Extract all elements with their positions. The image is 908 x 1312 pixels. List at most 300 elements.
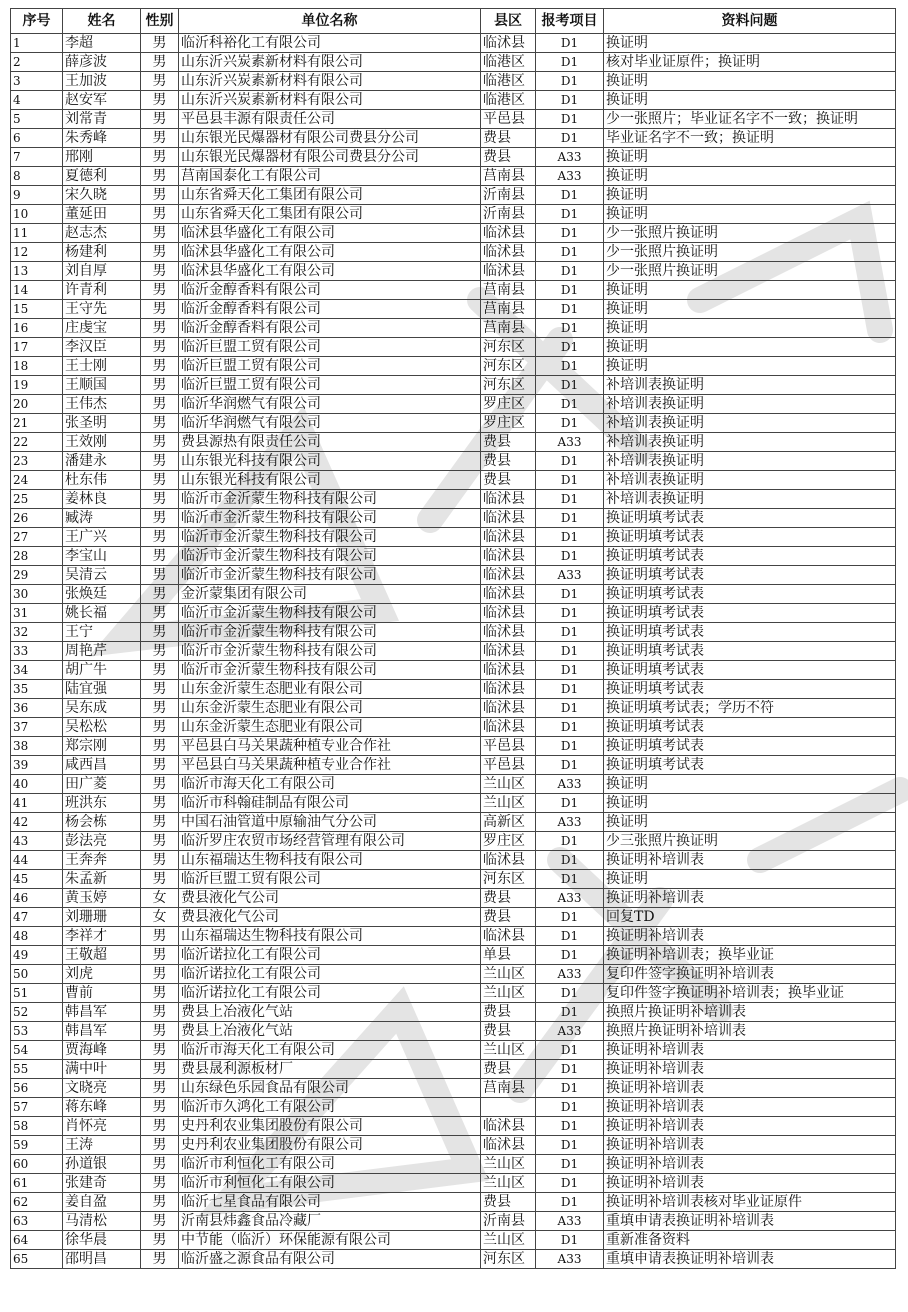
- cell-exam-item: D1: [536, 357, 604, 376]
- table-row: [11, 186, 896, 205]
- cell-sex: 男: [141, 775, 179, 794]
- cell-exam-item: D1: [536, 224, 604, 243]
- cell-issue: 换证明: [604, 148, 896, 167]
- cell-company: 临沂市海天化工有限公司: [179, 775, 481, 794]
- table-row: [11, 718, 896, 737]
- cell-exam-item: D1: [536, 509, 604, 528]
- cell-name: 赵安军: [63, 91, 141, 110]
- cell-sex: 男: [141, 642, 179, 661]
- table-row: [11, 1098, 896, 1117]
- cell-sex: 男: [141, 509, 179, 528]
- cell-issue: 换证明: [604, 357, 896, 376]
- cell-company: 山东银光民爆器材有限公司费县分公司: [179, 148, 481, 167]
- cell-issue: 换证明填考试表: [604, 623, 896, 642]
- table-row: [11, 167, 896, 186]
- cell-sex: 男: [141, 1117, 179, 1136]
- cell-company: 临沂科裕化工有限公司: [179, 34, 481, 53]
- cell-company: 山东银光科技有限公司: [179, 452, 481, 471]
- cell-sex: 男: [141, 1098, 179, 1117]
- cell-issue: 换证明填考试表: [604, 604, 896, 623]
- cell-sex: 男: [141, 718, 179, 737]
- cell-county: 临沭县: [481, 547, 536, 566]
- cell-no: 50: [11, 965, 63, 984]
- cell-company: 临沂罗庄农贸市场经营管理有限公司: [179, 832, 481, 851]
- cell-name: 薛彦波: [63, 53, 141, 72]
- cell-name: 邵明昌: [63, 1250, 141, 1269]
- cell-name: 满中叶: [63, 1060, 141, 1079]
- table-row: [11, 604, 896, 623]
- cell-no: 39: [11, 756, 63, 775]
- cell-county: 兰山区: [481, 1231, 536, 1250]
- cell-issue: 换证明填考试表: [604, 680, 896, 699]
- cell-no: 43: [11, 832, 63, 851]
- cell-county: 费县: [481, 1193, 536, 1212]
- cell-issue: 重新准备资料: [604, 1231, 896, 1250]
- table-row: [11, 129, 896, 148]
- cell-company: 临沂市金沂蒙生物科技有限公司: [179, 566, 481, 585]
- cell-company: 山东金沂蒙生态肥业有限公司: [179, 699, 481, 718]
- cell-county: 莒南县: [481, 300, 536, 319]
- cell-issue: 换证明填考试表: [604, 528, 896, 547]
- table-row: [11, 243, 896, 262]
- cell-sex: 男: [141, 870, 179, 889]
- table-header-row: [11, 9, 896, 34]
- cell-sex: 男: [141, 72, 179, 91]
- cell-name: 蒋东峰: [63, 1098, 141, 1117]
- cell-name: 李超: [63, 34, 141, 53]
- cell-company: 临沭县华盛化工有限公司: [179, 262, 481, 281]
- table-row: [11, 642, 896, 661]
- cell-sex: 男: [141, 53, 179, 72]
- cell-issue: 换证明补培训表: [604, 851, 896, 870]
- cell-exam-item: D1: [536, 452, 604, 471]
- cell-no: 55: [11, 1060, 63, 1079]
- cell-no: 17: [11, 338, 63, 357]
- cell-sex: 男: [141, 737, 179, 756]
- cell-exam-item: D1: [536, 300, 604, 319]
- cell-no: 1: [11, 34, 63, 53]
- cell-county: 莒南县: [481, 1079, 536, 1098]
- table-row: [11, 281, 896, 300]
- cell-company: 平邑县白马关果蔬种植专业合作社: [179, 737, 481, 756]
- cell-issue: 换证明: [604, 186, 896, 205]
- header-name: 姓名: [63, 9, 141, 34]
- table-row: [11, 623, 896, 642]
- cell-county: 兰山区: [481, 775, 536, 794]
- cell-exam-item: D1: [536, 604, 604, 623]
- cell-issue: 换证明: [604, 870, 896, 889]
- cell-exam-item: D1: [536, 851, 604, 870]
- cell-county: [481, 1098, 536, 1117]
- cell-issue: 换证明: [604, 338, 896, 357]
- cell-exam-item: D1: [536, 585, 604, 604]
- cell-name: 王士刚: [63, 357, 141, 376]
- cell-exam-item: D1: [536, 870, 604, 889]
- cell-company: 山东沂兴炭素新材料有限公司: [179, 91, 481, 110]
- cell-company: 临沂市久鸿化工有限公司: [179, 1098, 481, 1117]
- cell-issue: 换证明填考试表: [604, 737, 896, 756]
- table-row: [11, 794, 896, 813]
- cell-name: 刘珊珊: [63, 908, 141, 927]
- cell-sex: 男: [141, 338, 179, 357]
- cell-exam-item: D1: [536, 1003, 604, 1022]
- cell-county: 费县: [481, 471, 536, 490]
- cell-county: 平邑县: [481, 110, 536, 129]
- cell-name: 王奔奔: [63, 851, 141, 870]
- cell-company: 山东福瑞达生物科技有限公司: [179, 851, 481, 870]
- cell-sex: 男: [141, 984, 179, 1003]
- table-row: [11, 946, 896, 965]
- cell-issue: 补培训表换证明: [604, 414, 896, 433]
- cell-county: 兰山区: [481, 965, 536, 984]
- cell-county: 临沭县: [481, 1136, 536, 1155]
- table-row: [11, 53, 896, 72]
- cell-company: 临沂巨盟工贸有限公司: [179, 357, 481, 376]
- cell-issue: 补培训表换证明: [604, 490, 896, 509]
- cell-county: 平邑县: [481, 737, 536, 756]
- cell-no: 65: [11, 1250, 63, 1269]
- cell-county: 兰山区: [481, 1155, 536, 1174]
- table-row: [11, 262, 896, 281]
- cell-exam-item: D1: [536, 490, 604, 509]
- cell-county: 河东区: [481, 1250, 536, 1269]
- cell-issue: 换证明: [604, 91, 896, 110]
- cell-issue: 回复TD: [604, 908, 896, 927]
- cell-issue: 换证明补培训表: [604, 1174, 896, 1193]
- cell-issue: 换证明: [604, 775, 896, 794]
- cell-county: 罗庄区: [481, 414, 536, 433]
- cell-county: 费县: [481, 129, 536, 148]
- cell-county: 沂南县: [481, 186, 536, 205]
- cell-issue: 换证明补培训表: [604, 1041, 896, 1060]
- cell-name: 班洪东: [63, 794, 141, 813]
- cell-name: 王涛: [63, 1136, 141, 1155]
- cell-no: 37: [11, 718, 63, 737]
- cell-county: 临港区: [481, 72, 536, 91]
- cell-name: 刘常青: [63, 110, 141, 129]
- cell-company: 史丹利农业集团股份有限公司: [179, 1117, 481, 1136]
- cell-name: 姜自盈: [63, 1193, 141, 1212]
- cell-company: 平邑县白马关果蔬种植专业合作社: [179, 756, 481, 775]
- cell-county: 兰山区: [481, 794, 536, 813]
- table-row: [11, 870, 896, 889]
- cell-no: 30: [11, 585, 63, 604]
- cell-issue: 复印件签字换证明补培训表；换毕业证: [604, 984, 896, 1003]
- cell-company: 临沂市金沂蒙生物科技有限公司: [179, 509, 481, 528]
- cell-county: 莒南县: [481, 167, 536, 186]
- cell-sex: 男: [141, 414, 179, 433]
- cell-exam-item: A33: [536, 1022, 604, 1041]
- cell-no: 13: [11, 262, 63, 281]
- cell-no: 3: [11, 72, 63, 91]
- cell-name: 朱孟新: [63, 870, 141, 889]
- cell-sex: 男: [141, 357, 179, 376]
- cell-exam-item: A33: [536, 889, 604, 908]
- cell-issue: 换证明: [604, 300, 896, 319]
- cell-name: 田广菱: [63, 775, 141, 794]
- cell-county: 费县: [481, 1060, 536, 1079]
- cell-company: 山东金沂蒙生态肥业有限公司: [179, 718, 481, 737]
- cell-county: 高新区: [481, 813, 536, 832]
- cell-company: 临沭县华盛化工有限公司: [179, 224, 481, 243]
- cell-issue: 换照片换证明补培训表: [604, 1003, 896, 1022]
- cell-company: 临沂市金沂蒙生物科技有限公司: [179, 661, 481, 680]
- cell-county: 平邑县: [481, 756, 536, 775]
- cell-name: 郑宗刚: [63, 737, 141, 756]
- cell-sex: 男: [141, 148, 179, 167]
- cell-county: 临沭县: [481, 243, 536, 262]
- table-row: [11, 224, 896, 243]
- table-row: [11, 661, 896, 680]
- cell-issue: 补培训表换证明: [604, 452, 896, 471]
- cell-no: 8: [11, 167, 63, 186]
- table-row: [11, 965, 896, 984]
- cell-sex: 男: [141, 376, 179, 395]
- cell-county: 河东区: [481, 376, 536, 395]
- cell-company: 临沂市利恒化工有限公司: [179, 1174, 481, 1193]
- cell-company: 临沂市金沂蒙生物科技有限公司: [179, 490, 481, 509]
- table-row: [11, 832, 896, 851]
- cell-exam-item: D1: [536, 338, 604, 357]
- cell-exam-item: D1: [536, 1193, 604, 1212]
- cell-issue: 换证明补培训表: [604, 1155, 896, 1174]
- cell-name: 胡广牛: [63, 661, 141, 680]
- cell-county: 费县: [481, 148, 536, 167]
- cell-no: 26: [11, 509, 63, 528]
- table-row: [11, 1041, 896, 1060]
- table-row: [11, 509, 896, 528]
- cell-sex: 男: [141, 205, 179, 224]
- cell-exam-item: A33: [536, 813, 604, 832]
- cell-name: 夏德利: [63, 167, 141, 186]
- cell-exam-item: D1: [536, 623, 604, 642]
- table-row: [11, 756, 896, 775]
- table-row: [11, 1060, 896, 1079]
- cell-issue: 毕业证名字不一致；换证明: [604, 129, 896, 148]
- cell-issue: 少一张照片换证明: [604, 243, 896, 262]
- cell-company: 临沂市金沂蒙生物科技有限公司: [179, 604, 481, 623]
- cell-name: 张建奇: [63, 1174, 141, 1193]
- cell-exam-item: D1: [536, 243, 604, 262]
- cell-no: 29: [11, 566, 63, 585]
- cell-sex: 男: [141, 262, 179, 281]
- cell-sex: 男: [141, 167, 179, 186]
- cell-sex: 男: [141, 1231, 179, 1250]
- cell-issue: 少一张照片；毕业证名字不一致；换证明: [604, 110, 896, 129]
- cell-issue: 换证明补培训表: [604, 1079, 896, 1098]
- cell-no: 41: [11, 794, 63, 813]
- cell-no: 38: [11, 737, 63, 756]
- cell-sex: 男: [141, 110, 179, 129]
- cell-issue: 少一张照片换证明: [604, 262, 896, 281]
- cell-county: 沂南县: [481, 1212, 536, 1231]
- cell-issue: 换证明: [604, 167, 896, 186]
- cell-sex: 男: [141, 1041, 179, 1060]
- cell-county: 临沭县: [481, 642, 536, 661]
- cell-no: 6: [11, 129, 63, 148]
- cell-exam-item: D1: [536, 110, 604, 129]
- cell-exam-item: D1: [536, 376, 604, 395]
- cell-sex: 男: [141, 1212, 179, 1231]
- table-row: [11, 452, 896, 471]
- cell-name: 陆宜强: [63, 680, 141, 699]
- cell-no: 21: [11, 414, 63, 433]
- cell-company: 临沂市科翰硅制品有限公司: [179, 794, 481, 813]
- cell-sex: 男: [141, 186, 179, 205]
- cell-exam-item: D1: [536, 1136, 604, 1155]
- cell-company: 莒南国泰化工有限公司: [179, 167, 481, 186]
- cell-no: 35: [11, 680, 63, 699]
- cell-exam-item: D1: [536, 72, 604, 91]
- cell-sex: 男: [141, 1136, 179, 1155]
- cell-issue: 换证明填考试表: [604, 509, 896, 528]
- cell-exam-item: D1: [536, 718, 604, 737]
- cell-exam-item: D1: [536, 471, 604, 490]
- cell-county: 罗庄区: [481, 395, 536, 414]
- cell-county: 费县: [481, 1003, 536, 1022]
- cell-sex: 男: [141, 585, 179, 604]
- cell-name: 曹前: [63, 984, 141, 1003]
- cell-county: 临沭县: [481, 490, 536, 509]
- cell-county: 费县: [481, 452, 536, 471]
- cell-no: 15: [11, 300, 63, 319]
- cell-sex: 男: [141, 319, 179, 338]
- cell-county: 费县: [481, 908, 536, 927]
- cell-county: 临沭县: [481, 623, 536, 642]
- cell-no: 11: [11, 224, 63, 243]
- cell-name: 王伟杰: [63, 395, 141, 414]
- cell-exam-item: A33: [536, 965, 604, 984]
- header-exam-item: 报考项目: [536, 9, 604, 34]
- cell-sex: 男: [141, 395, 179, 414]
- cell-exam-item: D1: [536, 680, 604, 699]
- cell-exam-item: D1: [536, 262, 604, 281]
- cell-company: 临沂巨盟工贸有限公司: [179, 376, 481, 395]
- cell-no: 54: [11, 1041, 63, 1060]
- cell-company: 中节能（临沂）环保能源有限公司: [179, 1231, 481, 1250]
- cell-name: 韩昌军: [63, 1003, 141, 1022]
- table-row: [11, 547, 896, 566]
- cell-county: 临沭县: [481, 34, 536, 53]
- cell-sex: 男: [141, 243, 179, 262]
- cell-name: 杜东伟: [63, 471, 141, 490]
- cell-issue: 换证明补培训表核对毕业证原件: [604, 1193, 896, 1212]
- table-row: [11, 889, 896, 908]
- cell-issue: 换证明填考试表: [604, 756, 896, 775]
- cell-exam-item: D1: [536, 547, 604, 566]
- cell-issue: 重填申请表换证明补培训表: [604, 1212, 896, 1231]
- cell-sex: 男: [141, 471, 179, 490]
- cell-sex: 男: [141, 623, 179, 642]
- cell-company: 山东福瑞达生物科技有限公司: [179, 927, 481, 946]
- cell-company: 费县源热有限责任公司: [179, 433, 481, 452]
- cell-name: 朱秀峰: [63, 129, 141, 148]
- cell-issue: 换证明填考试表；学历不符: [604, 699, 896, 718]
- cell-name: 庄虔宝: [63, 319, 141, 338]
- cell-sex: 男: [141, 832, 179, 851]
- cell-exam-item: A33: [536, 167, 604, 186]
- cell-no: 44: [11, 851, 63, 870]
- cell-county: 河东区: [481, 338, 536, 357]
- table-row: [11, 984, 896, 1003]
- cell-sex: 男: [141, 661, 179, 680]
- cell-sex: 男: [141, 566, 179, 585]
- cell-issue: 换证明填考试表: [604, 661, 896, 680]
- cell-no: 22: [11, 433, 63, 452]
- cell-sex: 男: [141, 1079, 179, 1098]
- cell-sex: 男: [141, 813, 179, 832]
- cell-county: 沂南县: [481, 205, 536, 224]
- cell-company: 费县上冶液化气站: [179, 1022, 481, 1041]
- cell-exam-item: D1: [536, 1060, 604, 1079]
- table-row: [11, 1079, 896, 1098]
- table-row: [11, 338, 896, 357]
- cell-no: 64: [11, 1231, 63, 1250]
- cell-issue: 换证明补培训表；换毕业证: [604, 946, 896, 965]
- cell-company: 临沭县华盛化工有限公司: [179, 243, 481, 262]
- cell-company: 费县液化气公司: [179, 908, 481, 927]
- cell-exam-item: D1: [536, 1117, 604, 1136]
- cell-county: 河东区: [481, 870, 536, 889]
- table-row: [11, 357, 896, 376]
- cell-name: 张焕廷: [63, 585, 141, 604]
- cell-company: 临沂诺拉化工有限公司: [179, 965, 481, 984]
- cell-company: 山东沂兴炭素新材料有限公司: [179, 53, 481, 72]
- cell-company: 临沂市金沂蒙生物科技有限公司: [179, 528, 481, 547]
- table-row: [11, 1212, 896, 1231]
- cell-county: 临沭县: [481, 566, 536, 585]
- table-row: [11, 585, 896, 604]
- table-row: [11, 433, 896, 452]
- cell-exam-item: D1: [536, 1231, 604, 1250]
- cell-county: 罗庄区: [481, 832, 536, 851]
- table-row: [11, 908, 896, 927]
- cell-company: 费县晟利源板材厂: [179, 1060, 481, 1079]
- cell-company: 临沂市金沂蒙生物科技有限公司: [179, 547, 481, 566]
- cell-no: 58: [11, 1117, 63, 1136]
- cell-sex: 男: [141, 851, 179, 870]
- cell-company: 临沂七星食品有限公司: [179, 1193, 481, 1212]
- cell-no: 10: [11, 205, 63, 224]
- cell-company: 临沂华润燃气有限公司: [179, 395, 481, 414]
- cell-no: 14: [11, 281, 63, 300]
- cell-sex: 男: [141, 224, 179, 243]
- table-row: [11, 395, 896, 414]
- cell-no: 12: [11, 243, 63, 262]
- cell-exam-item: D1: [536, 395, 604, 414]
- cell-no: 23: [11, 452, 63, 471]
- cell-exam-item: D1: [536, 661, 604, 680]
- cell-company: 临沂华润燃气有限公司: [179, 414, 481, 433]
- cell-county: 临沭县: [481, 509, 536, 528]
- cell-issue: 换证明补培训表: [604, 927, 896, 946]
- header-sex: 性别: [141, 9, 179, 34]
- table-row: [11, 566, 896, 585]
- cell-name: 杨会栋: [63, 813, 141, 832]
- cell-no: 59: [11, 1136, 63, 1155]
- cell-exam-item: A33: [536, 1212, 604, 1231]
- header-company: 单位名称: [179, 9, 481, 34]
- table-row: [11, 1231, 896, 1250]
- cell-exam-item: D1: [536, 129, 604, 148]
- cell-no: 19: [11, 376, 63, 395]
- cell-no: 33: [11, 642, 63, 661]
- cell-issue: 核对毕业证原件；换证明: [604, 53, 896, 72]
- table-row: [11, 528, 896, 547]
- cell-name: 许青利: [63, 281, 141, 300]
- table-row: [11, 927, 896, 946]
- cell-issue: 换证明: [604, 205, 896, 224]
